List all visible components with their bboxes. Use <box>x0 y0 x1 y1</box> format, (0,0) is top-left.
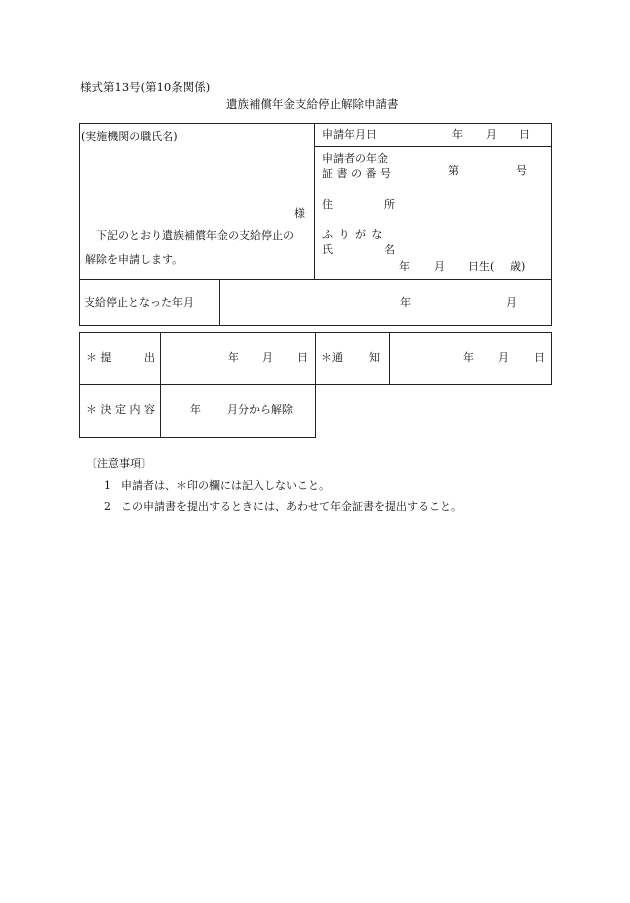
form-title: 遺族補償年金支給停止解除申請書 <box>226 97 399 111</box>
submit-label-1: ＊ 提 <box>86 351 112 364</box>
name-label-2: 名 <box>384 243 395 256</box>
office-table-label-divider <box>160 332 161 437</box>
submit-month: 月 <box>262 351 273 364</box>
birth-year: 年 <box>399 260 410 273</box>
submit-day: 日 <box>297 351 308 364</box>
application-date-year: 年 <box>452 128 463 141</box>
note-2-number: 2 <box>104 500 111 513</box>
name-label-1: 氏 <box>322 243 333 256</box>
notice-day: 日 <box>534 351 545 364</box>
note-2-text: この申請書を提出するときには、あわせて年金証書を提出すること。 <box>121 500 462 513</box>
agency-label: (実施機関の職氏名) <box>81 130 178 143</box>
suspension-label-divider <box>219 279 220 326</box>
furigana-label: ふ り が な <box>322 228 384 241</box>
address-label-2: 所 <box>384 198 395 211</box>
request-text-line2: 解除を申請します。 <box>85 253 184 266</box>
application-date-month: 月 <box>486 128 497 141</box>
certificate-number-suffix: 号 <box>516 164 527 177</box>
certificate-label-2: 証 書 の 番 号 <box>322 167 391 180</box>
suspension-label: 支給停止となった年月 <box>84 296 194 309</box>
decision-label: ＊ 決 定 内 容 <box>86 403 155 416</box>
notice-label-2: 知 <box>369 351 380 364</box>
submit-year: 年 <box>228 351 239 364</box>
birth-month: 月 <box>434 260 445 273</box>
submit-label-2: 出 <box>144 351 155 364</box>
certificate-number-prefix: 第 <box>448 164 459 177</box>
age-suffix: 歳) <box>510 260 526 273</box>
notice-month: 月 <box>498 351 509 364</box>
office-table-center-divider <box>315 332 316 437</box>
notice-label-1: ＊通 <box>321 351 343 364</box>
address-label-1: 住 <box>322 198 333 211</box>
note-1-number: 1 <box>104 479 111 492</box>
notes-heading: 〔注意事項〕 <box>86 457 152 470</box>
application-date-label: 申請年月日 <box>322 128 377 141</box>
top-table-date-row-divider <box>314 146 552 147</box>
certificate-label-1: 申請者の年金 <box>322 152 388 165</box>
request-text-line1: 下記のとおり遺族補償年金の支給停止の <box>96 229 294 242</box>
decision-year: 年 <box>190 403 201 416</box>
office-table-left-edge <box>79 332 80 437</box>
suspension-month: 月 <box>506 296 517 309</box>
suspension-year: 年 <box>400 296 411 309</box>
form-number: 様式第13号(第10条関係) <box>80 80 211 94</box>
office-table-right-edge <box>551 332 552 384</box>
note-1-text: 申請者は、＊印の欄には記入しないこと。 <box>121 479 330 492</box>
notice-label-divider <box>389 332 390 384</box>
birth-day-age: 日生( <box>468 260 495 273</box>
top-table-suspension-divider <box>79 279 552 280</box>
notice-year: 年 <box>463 351 474 364</box>
office-table-bottom <box>79 437 316 438</box>
application-date-day: 日 <box>519 128 530 141</box>
decision-month-text: 月分から解除 <box>227 403 293 416</box>
honorific-sama: 様 <box>294 207 305 220</box>
